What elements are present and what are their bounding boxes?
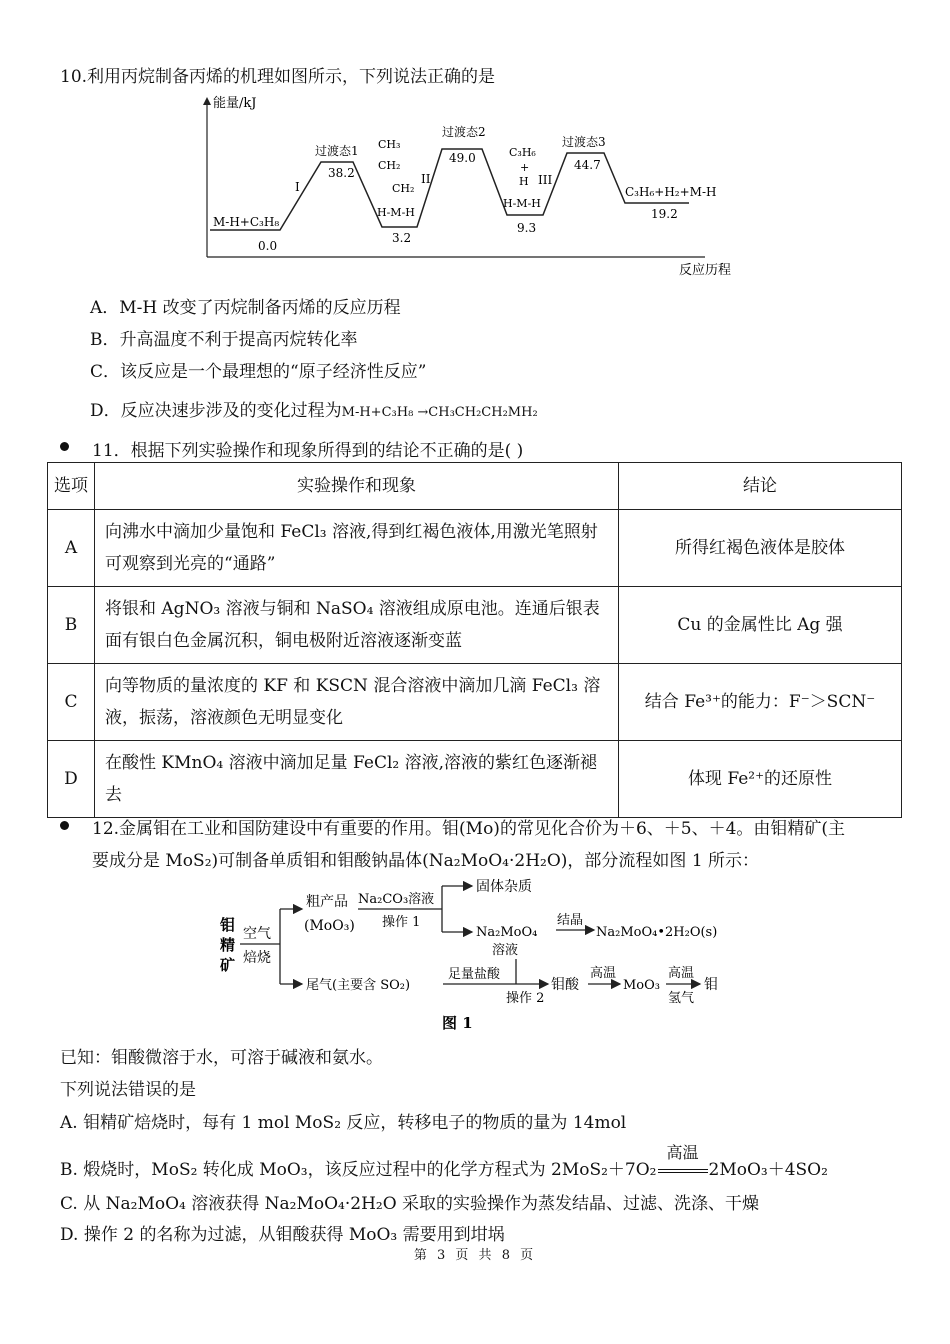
q10-option-a: A．M-H 改变了丙烷制备丙烯的反应历程 — [90, 298, 401, 318]
q10-option-d-text: D．反应决速步涉及的变化过程为 — [90, 401, 342, 421]
h2-label: 氢气 — [668, 991, 695, 1006]
row-option: A — [48, 510, 95, 587]
row-option: B — [48, 587, 95, 664]
ts3-label: 过渡态3 — [562, 135, 606, 149]
calcine-label: 高温 — [590, 966, 617, 981]
crystallize-label: 结晶 — [557, 913, 584, 928]
value-int1: 3.2 — [392, 231, 412, 245]
ts1-label: 过渡态1 — [315, 144, 359, 158]
q12-option-b-condition-wrap — [657, 1143, 709, 1180]
value-ts3: 44.7 — [574, 158, 601, 172]
q12-option-c: C. 从 Na₂MoO₄ 溶液获得 Na₂MoO₄·2H₂O 采取的实验操作为蒸发结晶、过滤、洗涤、干燥 — [60, 1194, 760, 1214]
figure-caption: 图 1 — [442, 1014, 473, 1032]
h2-temp-label: 高温 — [668, 966, 695, 981]
row-operation: 在酸性 KMnO₄ 溶液中滴加足量 FeCl₂ 溶液,溶液的紫红色逐渐褪去 — [95, 741, 619, 818]
op2-label: 操作 2 — [506, 991, 545, 1006]
table-row — [48, 587, 902, 664]
value-int2: 9.3 — [517, 221, 537, 235]
table-row — [48, 741, 902, 818]
q10-stem: 10.利用丙烷制备丙烯的机理如图所示，下列说法正确的是 — [60, 67, 496, 87]
header-conclusion: 结论 — [619, 463, 902, 510]
q11-stem: 11．根据下列实验操作和现象所得到的结论不正确的是( ) — [92, 441, 524, 461]
table-row — [48, 510, 902, 587]
q12-option-d: D. 操作 2 的名称为过滤，从钼酸获得 MoO₃ 需要用到坩埚 — [60, 1225, 505, 1245]
int2-c3h6: C₃H₆ — [509, 146, 536, 159]
row-option: D — [48, 741, 95, 818]
int2-plus: + — [520, 161, 530, 174]
ore-char3: 矿 — [220, 956, 236, 974]
energy-diagram — [195, 95, 755, 280]
value-ts1: 38.2 — [328, 166, 355, 180]
hcl-label: 足量盐酸 — [448, 967, 501, 982]
solid-impurity: 固体杂质 — [476, 879, 532, 895]
row-conclusion: 体现 Fe²⁺的还原性 — [619, 741, 902, 818]
q12-stem-line2: 要成分是 MoS₂)可制备单质钼和钼酸钠晶体(Na₂MoO₄·2H₂O)，部分流程如图 1 所示： — [92, 851, 760, 871]
q11-bullet — [60, 442, 69, 451]
tail-gas: 尾气(主要含 SO₂) — [306, 978, 411, 993]
table-header-row — [48, 463, 902, 510]
reagent-na2co3: Na₂CO₃溶液 — [358, 892, 435, 907]
moo3-label: MoO₃ — [623, 978, 661, 993]
q12-option-b-pre: B. 煅烧时，MoS₂ 转化成 MoO₃，该反应过程中的化学方程式为 2MoS₂＋7O₂ — [60, 1160, 657, 1180]
row-conclusion: 结合 Fe³⁺的能力：F⁻＞SCN⁻ — [619, 664, 902, 741]
row-conclusion: Cu 的金属性比 Ag 强 — [619, 587, 902, 664]
table-row — [48, 664, 902, 741]
op1-label: 操作 1 — [382, 915, 421, 930]
int2-hmh: H-M-H — [503, 197, 541, 210]
q12-known: 已知：钼酸微溶于水，可溶于碱液和氨水。 — [60, 1048, 383, 1068]
y-axis-label: 能量/kJ — [213, 96, 257, 111]
value-ts2: 49.0 — [449, 151, 476, 165]
q12-ask: 下列说法错误的是 — [60, 1080, 196, 1100]
q10-option-d-formula: M-H+C₃H₈ →CH₃CH₂CH₂MH₂ — [341, 405, 538, 420]
roast-label: 焙烧 — [243, 950, 271, 966]
molybdenum-label: 钼 — [704, 977, 718, 993]
q12-option-b-post: 2MoO₃＋4SO₂ — [708, 1160, 828, 1180]
q12-option-b-condition: 高温 — [666, 1143, 699, 1162]
na2moo4-solution: Na₂MoO₄ — [476, 925, 538, 940]
row-option: C — [48, 664, 95, 741]
int1-ch2a: CH₂ — [378, 159, 401, 172]
na2moo4-solution-label: 溶液 — [492, 943, 519, 958]
crude-moo3: (MoO₃) — [304, 918, 355, 934]
q11-table — [47, 462, 902, 818]
int1-ch3: CH₃ — [378, 138, 401, 151]
value-end: 19.2 — [651, 207, 678, 221]
row-operation: 向等物质的量浓度的 KF 和 KSCN 混合溶液中滴加几滴 FeCl₃ 溶液，振荡，溶液颜色无明显变化 — [95, 664, 619, 741]
ts2-label: 过渡态2 — [442, 125, 486, 139]
q12-option-a: A. 钼精矿焙烧时，每有 1 mol MoS₂ 反应，转移电子的物质的量为 14mol — [60, 1113, 627, 1133]
step1-label: I — [295, 180, 300, 194]
step3-label: III — [538, 173, 553, 187]
q10-option-c: C．该反应是一个最理想的“原子经济性反应” — [90, 362, 427, 382]
start-label: M-H+C₃H₈ — [213, 215, 280, 229]
row-operation: 将银和 AgNO₃ 溶液与铜和 NaSO₄ 溶液组成原电池。连通后银表面有银白色金属沉积，铜电极附近溶液逐渐变蓝 — [95, 587, 619, 664]
value-start: 0.0 — [258, 239, 278, 253]
process-flow-diagram — [210, 872, 740, 1037]
q12-option-b-equals — [658, 1169, 708, 1173]
q10-option-b: B．升高温度不利于提高丙烷转化率 — [90, 330, 358, 350]
row-conclusion: 所得红褐色液体是胶体 — [619, 510, 902, 587]
molybdic-acid: 钼酸 — [551, 977, 579, 993]
crude-product: 粗产品 — [306, 894, 348, 910]
int2-h: H — [519, 175, 529, 188]
step2-label: II — [421, 172, 431, 186]
header-operation: 实验操作和现象 — [95, 463, 619, 510]
int1-ch2b: CH₂ — [392, 182, 415, 195]
int1-hmh: H-M-H — [377, 206, 415, 219]
q10-option-d — [90, 396, 538, 421]
product-crystal: Na₂MoO₄•2H₂O(s) — [596, 925, 718, 940]
ore-char1: 钼 — [220, 916, 236, 934]
page-footer: 第 3 页 共 8 页 — [413, 1248, 537, 1263]
q12-stem-line1: 12.金属钼在工业和国防建设中有重要的作用。钼(Mo)的常见化合价为＋6、＋5、＋4。由钼精矿(主 — [92, 819, 846, 839]
q12-bullet — [60, 821, 69, 830]
ore-char2: 精 — [220, 936, 236, 954]
q12-option-b — [60, 1143, 828, 1180]
roast-air: 空气 — [243, 926, 271, 942]
x-axis-label: 反应历程 — [679, 263, 732, 278]
row-operation: 向沸水中滴加少量饱和 FeCl₃ 溶液,得到红褐色液体,用激光笔照射可观察到光亮的“通路” — [95, 510, 619, 587]
header-option: 选项 — [48, 463, 95, 510]
end-label: C₃H₆+H₂+M-H — [625, 185, 717, 199]
